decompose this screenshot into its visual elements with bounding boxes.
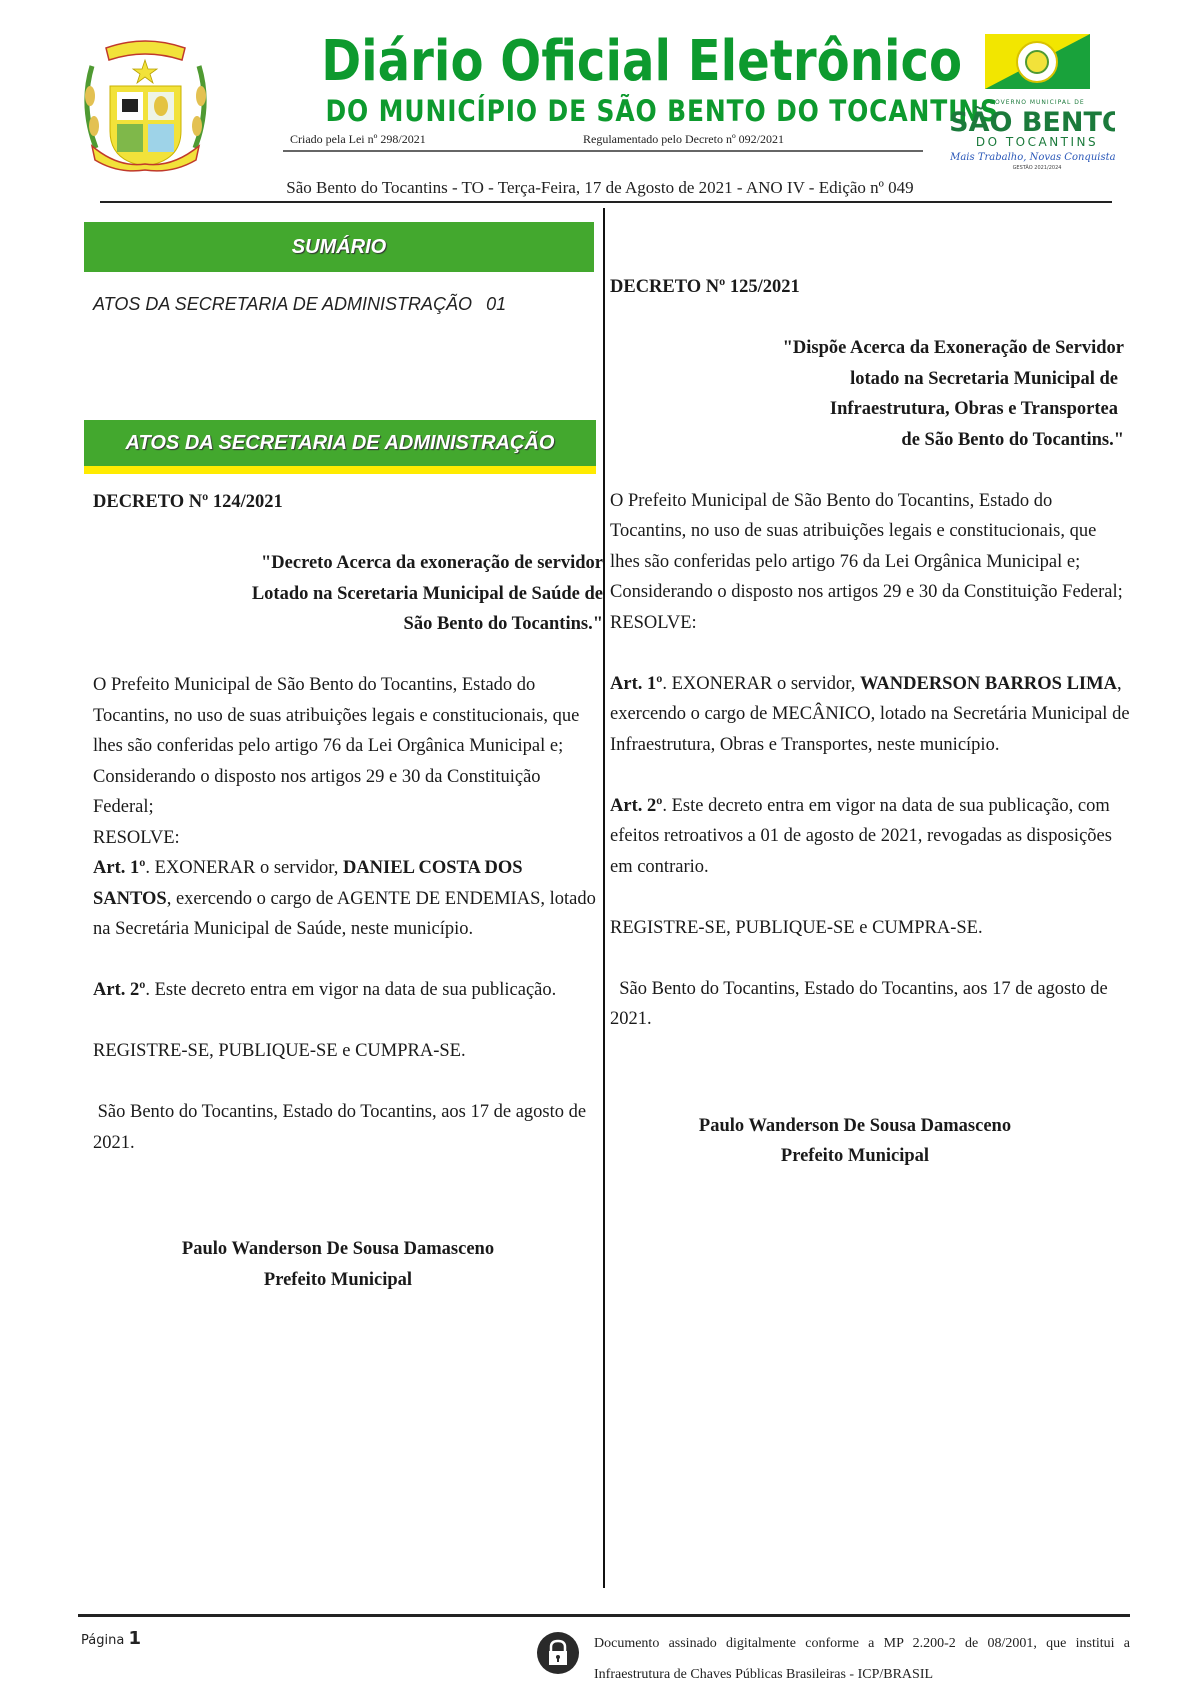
article-label: Art. 2º <box>610 795 663 816</box>
logo-slogan: Mais Trabalho, Novas Conquistas. <box>950 152 1115 163</box>
decree-closing: REGISTRE-SE, PUBLIQUE-SE e CUMPRA-SE. <box>610 917 983 938</box>
signer-name: Paulo Wanderson De Sousa Damasceno <box>181 1239 495 1259</box>
decree-title: DECRETO Nº 124/2021 <box>93 492 283 512</box>
digital-signature-notice: Documento assinado digitalmente conforme a MP 2.200-2 de 08/2001, que institui a Infraestrutura de Chaves Públicas Brasileiras - ICP/BRASIL <box>594 1636 1130 1682</box>
regulation-decree: Regulamentado pelo Decreto nº 092/2021 <box>583 132 784 146</box>
decree-125 <box>610 272 1130 1172</box>
decree-title: DECRETO Nº 125/2021 <box>610 277 800 297</box>
article-text: . Este decreto entra em vigor na data de sua publicação. <box>145 980 557 1000</box>
footer-rule <box>78 1614 1130 1617</box>
decree-ementa-line: Lotado na Sceretaria Municipal de Saúde de <box>251 583 603 604</box>
decree-article-2 <box>610 791 1130 883</box>
signer-role: Prefeito Municipal <box>263 1269 413 1290</box>
padlock-icon <box>537 1632 579 1674</box>
signer-name: Paulo Wanderson De Sousa Damasceno <box>698 1115 1012 1136</box>
article-text: , exercendo o cargo de AGENTE DE ENDEMIAS, lotado na Secretária Municipal de Saúde, neste município. <box>93 888 596 939</box>
article-label: Art. 1º <box>610 673 663 694</box>
decree-ementa-line: de São Bento do Tocantins." <box>901 429 1124 450</box>
logo-name-sub: DO TOCANTINS <box>975 135 1099 149</box>
summary-entry-page: 01 <box>486 294 507 314</box>
edition-line: São Bento do Tocantins - TO - Terça-Feira, 17 de Agosto de 2021 - ANO IV - Edição nº 049 <box>286 178 914 197</box>
page-label: Página <box>81 1633 125 1648</box>
decree-ementa-line: Infraestrutura, Obras e Transportea <box>829 399 1118 419</box>
page-number <box>81 1628 141 1649</box>
article-label: Art. 1º <box>93 858 146 878</box>
coat-of-arms-icon <box>78 36 213 174</box>
decree-ementa-line: São Bento do Tocantins." <box>403 614 603 634</box>
publication-subtitle: DO MUNICÍPIO DE SÃO BENTO DO TOCANTINS <box>325 94 999 128</box>
decree-closing: REGISTRE-SE, PUBLIQUE-SE e CUMPRA-SE. <box>93 1041 466 1061</box>
decree-article-1 <box>93 853 603 945</box>
decree-preamble: O Prefeito Municipal de São Bento do Tocantins, Estado do Tocantins, no uso de suas atribuições legais e constitucionais, que lhes são conferidas pelo artigo 76 da Lei Orgânica Municipal e; Considerando o disposto nos artigos 29 e 30 da Constituição Federal; <box>610 490 1123 602</box>
decree-ementa-line: lotado na Secretaria Municipal de <box>850 368 1118 389</box>
creation-law: Criado pela Lei nº 298/2021 <box>290 132 426 146</box>
decree-article-1 <box>610 669 1130 761</box>
decree-preamble: O Prefeito Municipal de São Bento do Tocantins, Estado do Tocantins, no uso de suas atribuições legais e constitucionais, que lhes são conferidas pelo artigo 76 da Lei Orgânica Municipal e; <box>93 675 580 756</box>
article-label: Art. 2º <box>93 980 146 1000</box>
article-text: , exercendo o cargo de MECÂNICO, lotado na Secretária Municipal de Infraestrutura, Obras e Transportes, neste município. <box>610 673 1130 755</box>
decree-ementa-line: "Decreto Acerca da exoneração de servidor <box>261 553 603 573</box>
logo-top-text: GOVERNO MUNICIPAL DE <box>989 99 1085 106</box>
logo-name: SÃO BENTO <box>949 107 1115 138</box>
section-banner: ATOS DA SECRETARIA DE ADMINISTRAÇÃO <box>84 420 596 466</box>
decree-article-2 <box>93 975 603 1006</box>
government-logo <box>945 34 1115 174</box>
page-number-value: 1 <box>128 1628 141 1649</box>
logo-term: GESTÃO 2021/2024 <box>1012 165 1062 171</box>
summary-entry[interactable] <box>93 294 506 315</box>
decree-124 <box>93 487 603 1295</box>
section-banner-stripe <box>84 466 596 474</box>
header-rule <box>283 150 923 152</box>
decree-resolve: RESOLVE: <box>610 612 697 633</box>
header-bottom-rule <box>100 201 1112 203</box>
summary-entry-label: ATOS DA SECRETARIA DE ADMINISTRAÇÃO <box>93 294 473 314</box>
article-text: . EXONERAR o servidor, <box>662 673 860 694</box>
decree-resolve: RESOLVE: <box>93 827 180 848</box>
publication-title: Diário Oficial Eletrônico <box>321 29 963 94</box>
summary-banner: SUMÁRIO <box>84 222 594 272</box>
servant-name: DANIEL COSTA DOS SANTOS <box>93 858 523 909</box>
article-text: . EXONERAR o servidor, <box>145 858 343 878</box>
signer-role: Prefeito Municipal <box>780 1146 930 1166</box>
decree-considering: Considerando o disposto nos artigos 29 e 30 da Constituição Federal; <box>93 766 541 817</box>
decree-ementa-line: "Dispõe Acerca da Exoneração de Servidor <box>782 338 1124 358</box>
decree-place-date: São Bento do Tocantins, Estado do Tocantins, aos 17 de agosto de 2021. <box>610 978 1113 1029</box>
servant-name: WANDERSON BARROS LIMA <box>859 673 1117 694</box>
decree-place-date: São Bento do Tocantins, Estado do Tocantins, aos 17 de agosto de 2021. <box>93 1102 591 1153</box>
column-divider <box>603 208 605 1588</box>
municipal-flag-icon <box>945 34 1115 174</box>
article-text: . Este decreto entra em vigor na data de sua publicação, com efeitos retroativos a 01 de agosto de 2021, revogadas as disposições em contrario. <box>610 795 1112 877</box>
